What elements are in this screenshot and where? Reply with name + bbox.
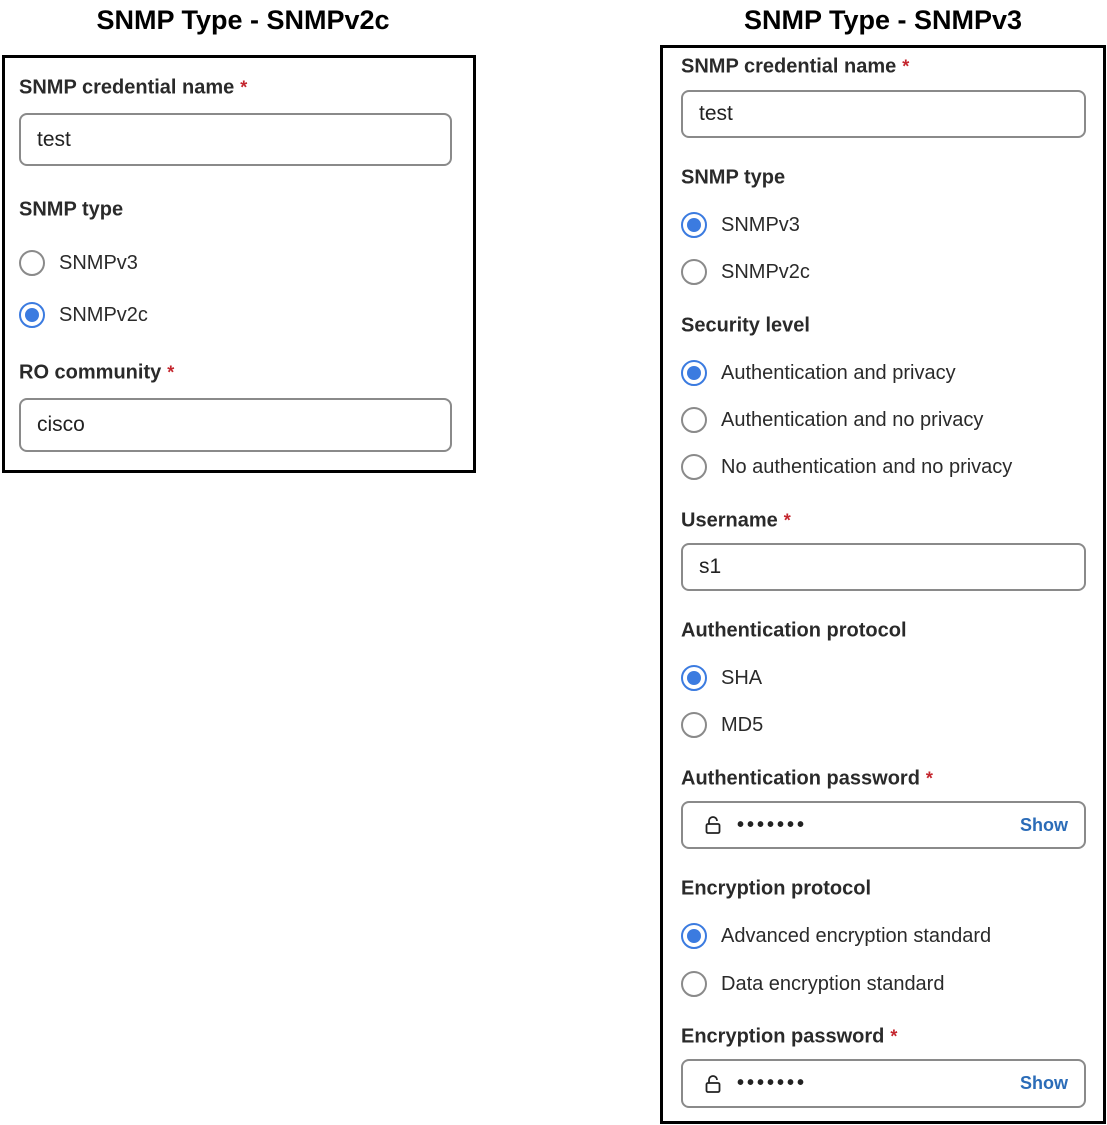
- username-input[interactable]: [681, 543, 1086, 591]
- required-mark: *: [890, 1026, 898, 1047]
- ro-community-label: [19, 362, 174, 385]
- radio-label: Authentication and no privacy: [721, 408, 984, 431]
- radio-circle[interactable]: [681, 923, 707, 949]
- radio-no-auth-no-privacy[interactable]: [681, 454, 1012, 480]
- right-panel-title: SNMP Type - SNMPv3: [743, 5, 1023, 35]
- input-value: test: [37, 127, 71, 151]
- input-value: s1: [699, 555, 722, 578]
- radio-snmpv2c[interactable]: [681, 259, 810, 285]
- label-text: Encryption password: [681, 1025, 885, 1048]
- label-text: RO community: [19, 361, 162, 384]
- password-mask: •••••••: [737, 1072, 808, 1094]
- radio-label: Data encryption standard: [721, 972, 945, 995]
- radio-circle[interactable]: [19, 250, 45, 276]
- radio-snmpv3[interactable]: [681, 212, 800, 238]
- radio-circle[interactable]: [681, 407, 707, 433]
- auth-protocol-label: Authentication protocol: [681, 619, 907, 642]
- auth-password-label: [681, 768, 933, 791]
- radio-aes[interactable]: [681, 923, 991, 949]
- snmp-type-label: SNMP type: [19, 198, 124, 221]
- radio-circle[interactable]: [681, 360, 707, 386]
- show-password-button[interactable]: Show: [1020, 814, 1068, 835]
- radio-label: SHA: [721, 666, 763, 689]
- label-text: SNMP credential name: [19, 76, 235, 99]
- ro-community-input[interactable]: [19, 398, 452, 452]
- label-text: Authentication password: [681, 767, 920, 790]
- required-mark: *: [925, 768, 933, 789]
- label-text: Username: [681, 509, 778, 532]
- credential-name-label: [681, 56, 909, 79]
- radio-label: SNMPv3: [59, 251, 138, 274]
- required-mark: *: [240, 77, 248, 98]
- radio-label: MD5: [721, 713, 764, 736]
- password-mask: •••••••: [737, 813, 808, 836]
- radio-auth-no-privacy[interactable]: [681, 407, 983, 433]
- radio-sha[interactable]: [681, 665, 762, 691]
- radio-circle[interactable]: [681, 454, 707, 480]
- snmp-type-label: SNMP type: [681, 166, 786, 189]
- enc-password-input[interactable]: [681, 1059, 1086, 1108]
- radio-auth-privacy[interactable]: [681, 360, 956, 386]
- input-value: test: [699, 102, 733, 125]
- enc-protocol-label: Encryption protocol: [681, 877, 871, 900]
- credential-name-input[interactable]: [681, 90, 1086, 138]
- required-mark: *: [783, 510, 791, 531]
- left-panel-title: SNMP Type - SNMPv2c: [96, 5, 390, 35]
- radio-md5[interactable]: [681, 712, 763, 738]
- radio-circle[interactable]: [681, 212, 707, 238]
- radio-label: SNMPv2c: [721, 260, 810, 283]
- radio-des[interactable]: [681, 971, 944, 997]
- radio-circle[interactable]: [681, 665, 707, 691]
- radio-snmpv3[interactable]: [19, 250, 138, 276]
- username-label: [681, 510, 791, 533]
- radio-circle[interactable]: [681, 712, 707, 738]
- radio-label: SNMPv3: [721, 213, 800, 236]
- lock-icon: [703, 815, 723, 835]
- credential-name-label: [19, 77, 247, 100]
- required-mark: *: [167, 362, 175, 383]
- radio-snmpv2c[interactable]: [19, 302, 148, 328]
- radio-circle[interactable]: [681, 971, 707, 997]
- radio-circle[interactable]: [681, 259, 707, 285]
- label-text: SNMP credential name: [681, 55, 897, 78]
- auth-password-input[interactable]: [681, 801, 1086, 849]
- radio-label: SNMPv2c: [59, 303, 148, 326]
- radio-label: No authentication and no privacy: [721, 455, 1013, 478]
- credential-name-input[interactable]: [19, 113, 452, 166]
- lock-icon: [703, 1074, 723, 1094]
- show-password-button[interactable]: Show: [1020, 1073, 1068, 1093]
- radio-label: Advanced encryption standard: [721, 924, 992, 947]
- enc-password-label: [681, 1026, 897, 1049]
- required-mark: *: [902, 56, 910, 77]
- security-level-label: Security level: [681, 314, 810, 337]
- radio-label: Authentication and privacy: [721, 361, 956, 384]
- input-value: cisco: [37, 413, 85, 436]
- radio-circle[interactable]: [19, 302, 45, 328]
